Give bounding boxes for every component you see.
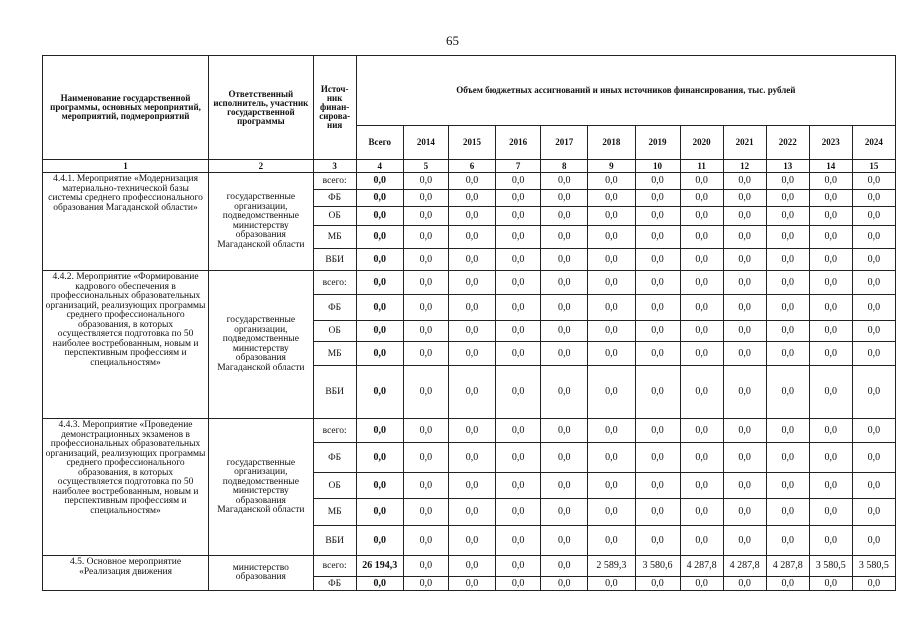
year-value: 0,0 [403, 249, 448, 271]
funding-source: ОБ [313, 321, 356, 342]
year-value: 0,0 [588, 249, 635, 271]
funding-source: ВБИ [313, 366, 356, 419]
year-value: 0,0 [496, 190, 541, 207]
year-value: 4 287,8 [723, 556, 766, 577]
year-value: 0,0 [635, 577, 680, 591]
year-value: 0,0 [541, 473, 588, 499]
year-value: 0,0 [635, 173, 680, 190]
year-value: 0,0 [723, 249, 766, 271]
year-value: 0,0 [403, 321, 448, 342]
column-number: 13 [766, 160, 809, 173]
year-value: 0,0 [403, 190, 448, 207]
funding-source: ФБ [313, 443, 356, 473]
year-value: 0,0 [403, 207, 448, 226]
funding-source: ОБ [313, 207, 356, 226]
year-value: 0,0 [809, 526, 852, 556]
year-value: 0,0 [496, 556, 541, 577]
year-value: 0,0 [448, 499, 495, 526]
year-value: 0,0 [723, 526, 766, 556]
responsible-executor: государственные организации, подведомственные министерству образования Магаданской области [209, 173, 314, 271]
column-number: 11 [680, 160, 723, 173]
year-value: 0,0 [448, 443, 495, 473]
header-volume: Объем бюджетных ассигнований и иных источников финансирования, тыс. рублей [356, 56, 895, 126]
year-value: 0,0 [448, 342, 495, 366]
year-value: 0,0 [541, 295, 588, 321]
year-value: 0,0 [723, 419, 766, 443]
column-number: 3 [313, 160, 356, 173]
year-value: 0,0 [635, 321, 680, 342]
year-value: 0,0 [588, 443, 635, 473]
year-value: 0,0 [680, 443, 723, 473]
year-value: 0,0 [448, 173, 495, 190]
total-value: 26 194,3 [356, 556, 403, 577]
year-value: 0,0 [809, 321, 852, 342]
year-value: 0,0 [809, 577, 852, 591]
year-value: 0,0 [852, 321, 895, 342]
year-value: 0,0 [588, 295, 635, 321]
year-value: 0,0 [766, 526, 809, 556]
total-value: 0,0 [356, 295, 403, 321]
year-value: 0,0 [496, 271, 541, 295]
year-value: 0,0 [496, 207, 541, 226]
page-number: 65 [446, 33, 459, 48]
year-value: 0,0 [448, 419, 495, 443]
year-value: 0,0 [680, 295, 723, 321]
column-number: 10 [635, 160, 680, 173]
year-value: 0,0 [448, 473, 495, 499]
year-value: 0,0 [403, 342, 448, 366]
year-value: 0,0 [852, 249, 895, 271]
year-value: 0,0 [496, 249, 541, 271]
year-value: 0,0 [680, 226, 723, 249]
funding-source: ФБ [313, 190, 356, 207]
year-value: 0,0 [852, 473, 895, 499]
year-value: 0,0 [496, 366, 541, 419]
funding-source: МБ [313, 499, 356, 526]
year-value: 0,0 [680, 271, 723, 295]
year-value: 0,0 [723, 321, 766, 342]
year-value: 0,0 [809, 173, 852, 190]
year-value: 0,0 [635, 499, 680, 526]
year-value: 0,0 [723, 207, 766, 226]
year-value: 0,0 [541, 321, 588, 342]
year-value: 0,0 [541, 207, 588, 226]
total-value: 0,0 [356, 321, 403, 342]
year-value: 0,0 [809, 342, 852, 366]
year-value: 0,0 [809, 473, 852, 499]
year-value: 0,0 [496, 226, 541, 249]
year-value: 0,0 [723, 226, 766, 249]
year-value: 0,0 [680, 249, 723, 271]
year-value: 0,0 [448, 207, 495, 226]
year-header: 2019 [635, 126, 680, 160]
year-value: 0,0 [588, 271, 635, 295]
year-value: 0,0 [403, 443, 448, 473]
year-value: 0,0 [588, 190, 635, 207]
year-value: 0,0 [766, 419, 809, 443]
year-value: 0,0 [809, 419, 852, 443]
year-value: 0,0 [766, 473, 809, 499]
total-value: 0,0 [356, 419, 403, 443]
column-number: 12 [723, 160, 766, 173]
year-value: 0,0 [541, 190, 588, 207]
year-value: 0,0 [809, 443, 852, 473]
year-value: 0,0 [809, 366, 852, 419]
year-value: 0,0 [588, 499, 635, 526]
year-value: 0,0 [403, 556, 448, 577]
year-value: 0,0 [448, 366, 495, 419]
column-number: 15 [852, 160, 895, 173]
year-value: 0,0 [766, 226, 809, 249]
responsible-executor: министерство образования [209, 556, 314, 591]
year-value: 0,0 [635, 207, 680, 226]
year-value: 0,0 [635, 226, 680, 249]
year-value: 0,0 [852, 173, 895, 190]
year-value: 3 580,6 [635, 556, 680, 577]
year-value: 0,0 [448, 556, 495, 577]
year-value: 0,0 [635, 295, 680, 321]
year-value: 0,0 [809, 295, 852, 321]
year-value: 0,0 [766, 271, 809, 295]
year-value: 0,0 [635, 271, 680, 295]
year-value: 0,0 [635, 249, 680, 271]
year-value: 0,0 [680, 419, 723, 443]
year-value: 0,0 [496, 473, 541, 499]
funding-table [42, 55, 896, 591]
funding-source: МБ [313, 342, 356, 366]
year-value: 0,0 [588, 526, 635, 556]
header-name: Наименование государственной программы, основных мероприятий, мероприятий, подмероприятий [43, 56, 209, 160]
year-value: 0,0 [680, 342, 723, 366]
year-value: 0,0 [809, 207, 852, 226]
total-value: 0,0 [356, 443, 403, 473]
year-value: 0,0 [496, 419, 541, 443]
year-value: 0,0 [588, 321, 635, 342]
year-value: 0,0 [766, 321, 809, 342]
year-value: 0,0 [680, 321, 723, 342]
total-value: 0,0 [356, 226, 403, 249]
year-value: 0,0 [809, 190, 852, 207]
year-value: 0,0 [448, 190, 495, 207]
year-value: 0,0 [680, 499, 723, 526]
table-row [43, 173, 896, 190]
total-value: 0,0 [356, 577, 403, 591]
year-value: 0,0 [541, 249, 588, 271]
year-value: 0,0 [635, 342, 680, 366]
column-number: 2 [209, 160, 314, 173]
year-value: 0,0 [496, 295, 541, 321]
year-value: 0,0 [403, 577, 448, 591]
year-value: 0,0 [541, 499, 588, 526]
year-header: 2015 [448, 126, 495, 160]
year-value: 0,0 [766, 295, 809, 321]
funding-source: ОБ [313, 473, 356, 499]
year-value: 0,0 [541, 226, 588, 249]
year-value: 0,0 [723, 473, 766, 499]
year-value: 0,0 [448, 271, 495, 295]
total-value: 0,0 [356, 526, 403, 556]
year-value: 0,0 [723, 271, 766, 295]
column-number: 9 [588, 160, 635, 173]
column-number: 4 [356, 160, 403, 173]
year-value: 0,0 [541, 342, 588, 366]
year-value: 0,0 [403, 271, 448, 295]
year-value: 0,0 [403, 499, 448, 526]
year-value: 0,0 [448, 249, 495, 271]
total-value: 0,0 [356, 207, 403, 226]
year-value: 0,0 [588, 366, 635, 419]
year-value: 0,0 [852, 207, 895, 226]
year-header: 2022 [766, 126, 809, 160]
column-number: 1 [43, 160, 209, 173]
year-value: 0,0 [635, 419, 680, 443]
year-value: 0,0 [852, 271, 895, 295]
column-number: 6 [448, 160, 495, 173]
total-value: 0,0 [356, 249, 403, 271]
year-value: 0,0 [852, 577, 895, 591]
year-value: 0,0 [852, 443, 895, 473]
year-value: 0,0 [809, 271, 852, 295]
column-number: 5 [403, 160, 448, 173]
year-value: 0,0 [680, 207, 723, 226]
year-value: 0,0 [766, 499, 809, 526]
year-value: 0,0 [723, 342, 766, 366]
year-value: 0,0 [635, 190, 680, 207]
year-value: 0,0 [588, 207, 635, 226]
year-value: 0,0 [680, 526, 723, 556]
year-value: 0,0 [852, 342, 895, 366]
year-value: 0,0 [541, 366, 588, 419]
year-value: 0,0 [723, 499, 766, 526]
year-value: 0,0 [496, 443, 541, 473]
year-value: 0,0 [403, 295, 448, 321]
year-value: 0,0 [852, 526, 895, 556]
year-value: 0,0 [496, 499, 541, 526]
year-value: 0,0 [403, 173, 448, 190]
year-header: Всего [356, 126, 403, 160]
total-value: 0,0 [356, 499, 403, 526]
year-value: 0,0 [403, 366, 448, 419]
funding-source: ВБИ [313, 249, 356, 271]
funding-source: всего: [313, 271, 356, 295]
year-header: 2014 [403, 126, 448, 160]
table-row [43, 419, 896, 443]
year-value: 0,0 [766, 577, 809, 591]
year-value: 0,0 [809, 249, 852, 271]
funding-source: всего: [313, 173, 356, 190]
year-header: 2017 [541, 126, 588, 160]
year-value: 2 589,3 [588, 556, 635, 577]
year-value: 0,0 [496, 577, 541, 591]
total-value: 0,0 [356, 342, 403, 366]
total-value: 0,0 [356, 366, 403, 419]
year-value: 0,0 [403, 473, 448, 499]
year-value: 0,0 [680, 190, 723, 207]
year-value: 0,0 [635, 443, 680, 473]
funding-source: МБ [313, 226, 356, 249]
year-value: 3 580,5 [809, 556, 852, 577]
year-value: 0,0 [496, 526, 541, 556]
year-value: 0,0 [852, 226, 895, 249]
year-value: 0,0 [448, 226, 495, 249]
year-value: 0,0 [541, 443, 588, 473]
year-header: 2016 [496, 126, 541, 160]
year-value: 0,0 [541, 173, 588, 190]
table-row [43, 271, 896, 295]
year-value: 0,0 [852, 366, 895, 419]
year-value: 0,0 [766, 190, 809, 207]
year-value: 0,0 [588, 419, 635, 443]
year-header: 2018 [588, 126, 635, 160]
responsible-executor: государственные организации, подведомственные министерству образования Магаданской области [209, 419, 314, 556]
year-value: 0,0 [852, 419, 895, 443]
year-value: 0,0 [496, 321, 541, 342]
year-value: 0,0 [588, 226, 635, 249]
total-value: 0,0 [356, 190, 403, 207]
year-value: 0,0 [635, 366, 680, 419]
year-value: 0,0 [809, 499, 852, 526]
year-value: 0,0 [448, 526, 495, 556]
year-value: 0,0 [680, 366, 723, 419]
year-value: 0,0 [496, 342, 541, 366]
year-value: 0,0 [852, 295, 895, 321]
total-value: 0,0 [356, 271, 403, 295]
year-value: 0,0 [496, 173, 541, 190]
year-value: 0,0 [723, 366, 766, 419]
year-value: 0,0 [723, 577, 766, 591]
year-header: 2024 [852, 126, 895, 160]
funding-source: ФБ [313, 577, 356, 591]
year-value: 0,0 [635, 526, 680, 556]
activity-name: 4.4.1. Мероприятие «Модернизация материально-технической базы системы среднего профессионального образования Магаданской области» [43, 173, 209, 271]
activity-name: 4.5. Основное мероприятие «Реализация движения [43, 556, 209, 591]
year-value: 0,0 [448, 295, 495, 321]
funding-source: ВБИ [313, 526, 356, 556]
year-value: 0,0 [723, 443, 766, 473]
activity-name: 4.4.3. Мероприятие «Проведение демонстрационных экзаменов в профессиональных образовательных организаций, реализующих программы среднего профессионального образования, в которых осуществляется подготовка по 50 наиболее востребованным, новым и перспективным профессиям и специальностям» [43, 419, 209, 556]
year-value: 0,0 [723, 190, 766, 207]
total-value: 0,0 [356, 473, 403, 499]
year-value: 0,0 [403, 419, 448, 443]
year-value: 0,0 [723, 173, 766, 190]
column-number: 14 [809, 160, 852, 173]
year-value: 0,0 [588, 577, 635, 591]
year-value: 4 287,8 [680, 556, 723, 577]
year-header: 2021 [723, 126, 766, 160]
column-number: 7 [496, 160, 541, 173]
column-number: 8 [541, 160, 588, 173]
responsible-executor: государственные организации, подведомственные министерству образования Магаданской области [209, 271, 314, 419]
header-responsible: Ответственный исполнитель, участник государственной программы [209, 56, 314, 160]
header-source: Источ-ник финан-сирова-ния [313, 56, 356, 160]
year-value: 0,0 [809, 226, 852, 249]
year-value: 0,0 [541, 271, 588, 295]
year-value: 0,0 [635, 473, 680, 499]
year-value: 0,0 [403, 226, 448, 249]
year-value: 3 580,5 [852, 556, 895, 577]
activity-name: 4.4.2. Мероприятие «Формирование кадрового обеспечения в профессиональных образовательных организаций, реализующих программы среднего профессионального образования, в которых осуществляется подготовка по 50 наиболее востребованным, новым и перспективным профессиям и специальностям» [43, 271, 209, 419]
year-value: 0,0 [541, 556, 588, 577]
year-header: 2023 [809, 126, 852, 160]
year-value: 0,0 [852, 499, 895, 526]
year-value: 0,0 [766, 249, 809, 271]
year-header: 2020 [680, 126, 723, 160]
funding-source: всего: [313, 556, 356, 577]
year-value: 0,0 [541, 526, 588, 556]
year-value: 0,0 [541, 419, 588, 443]
total-value: 0,0 [356, 173, 403, 190]
year-value: 0,0 [766, 342, 809, 366]
year-value: 4 287,8 [766, 556, 809, 577]
year-value: 0,0 [680, 473, 723, 499]
year-value: 0,0 [852, 190, 895, 207]
year-value: 0,0 [403, 526, 448, 556]
year-value: 0,0 [588, 173, 635, 190]
year-value: 0,0 [766, 443, 809, 473]
year-value: 0,0 [448, 321, 495, 342]
year-value: 0,0 [448, 577, 495, 591]
year-value: 0,0 [588, 473, 635, 499]
funding-source: всего: [313, 419, 356, 443]
year-value: 0,0 [766, 173, 809, 190]
year-value: 0,0 [680, 577, 723, 591]
funding-source: ФБ [313, 295, 356, 321]
year-value: 0,0 [766, 366, 809, 419]
year-value: 0,0 [766, 207, 809, 226]
year-value: 0,0 [588, 342, 635, 366]
table-row [43, 556, 896, 577]
year-value: 0,0 [541, 577, 588, 591]
year-value: 0,0 [680, 173, 723, 190]
year-value: 0,0 [723, 295, 766, 321]
